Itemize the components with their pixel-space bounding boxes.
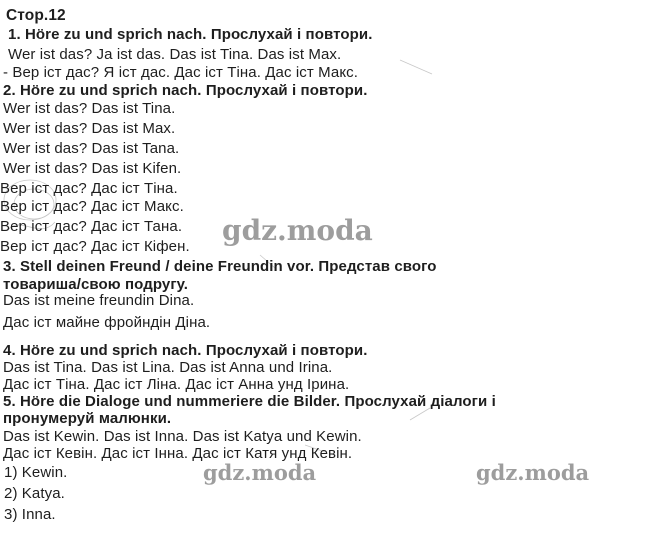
- exercise-3-heading: 3. Stell deinen Freund / deine Freundin vor. Представ свого: [3, 258, 437, 275]
- exercise-4-german: Das ist Tina. Das ist Lina. Das ist Anna und Irina.: [3, 359, 333, 376]
- exercise-5-heading-cont: пронумеруй малюнки.: [3, 410, 172, 427]
- exercise-2-line: Вер іст дас? Дас іст Тана.: [0, 218, 183, 235]
- exercise-5-german: Das ist Kewin. Das ist Inna. Das ist Katya und Kewin.: [3, 428, 362, 445]
- exercise-2-line: Wer ist das? Das ist Tina.: [3, 100, 176, 117]
- exercise-5-answer: 3) Inna.: [4, 506, 56, 523]
- exercise-2-line: Wer ist das? Das ist Max.: [3, 120, 176, 137]
- exercise-2-heading: 2. Höre zu und sprich nach. Прослухай і повтори.: [3, 82, 368, 99]
- exercise-2-line: Wer ist das? Das ist Tana.: [3, 140, 180, 157]
- exercise-1-german: Wer ist das? Ja ist das. Das ist Tina. Das ist Max.: [8, 46, 342, 63]
- exercise-5-transcription: Дас іст Кевін. Дас іст Інна. Дас іст Катя унд Кевін.: [3, 445, 353, 462]
- watermark-bottom-right: gdz.moda: [476, 460, 590, 485]
- exercise-4-heading: 4. Höre zu und sprich nach. Прослухай і повтори.: [3, 342, 368, 359]
- exercise-3-heading-cont: товариша/свою подругу.: [3, 276, 189, 293]
- watermark-center: gdz.moda: [222, 214, 373, 247]
- exercise-1-heading: 1. Höre zu und sprich nach. Прослухай і повтори.: [8, 26, 373, 43]
- exercise-3-german: Das ist meine freundin Dina.: [3, 292, 195, 309]
- exercise-5-answer: 2) Katya.: [4, 485, 65, 502]
- exercise-2-line: Вер іст дас? Дас іст Тіна.: [0, 180, 178, 197]
- exercise-5-answer: 1) Kewin.: [4, 464, 68, 481]
- exercise-3-transcription: Дас іст майне фройндін Діна.: [3, 314, 211, 331]
- exercise-2-line: Вер іст дас? Дас іст Кіфен.: [0, 238, 190, 255]
- exercise-4-transcription: Дас іст Тіна. Дас іст Ліна. Дас іст Анна унд Ірина.: [3, 376, 350, 393]
- exercise-2-line: Wer ist das? Das ist Kifen.: [3, 160, 182, 177]
- exercise-2-line: Вер іст дас? Дас іст Макс.: [0, 198, 184, 215]
- exercise-1-transcription: - Вер іст дас? Я іст дас. Дас іст Тіна. Дас іст Макс.: [3, 64, 359, 81]
- exercise-5-heading: 5. Höre die Dialoge und nummeriere die Bilder. Прослухай діалоги і: [3, 393, 496, 410]
- watermark-bottom-left: gdz.moda: [203, 460, 317, 485]
- page-title: Стор.12: [6, 7, 66, 24]
